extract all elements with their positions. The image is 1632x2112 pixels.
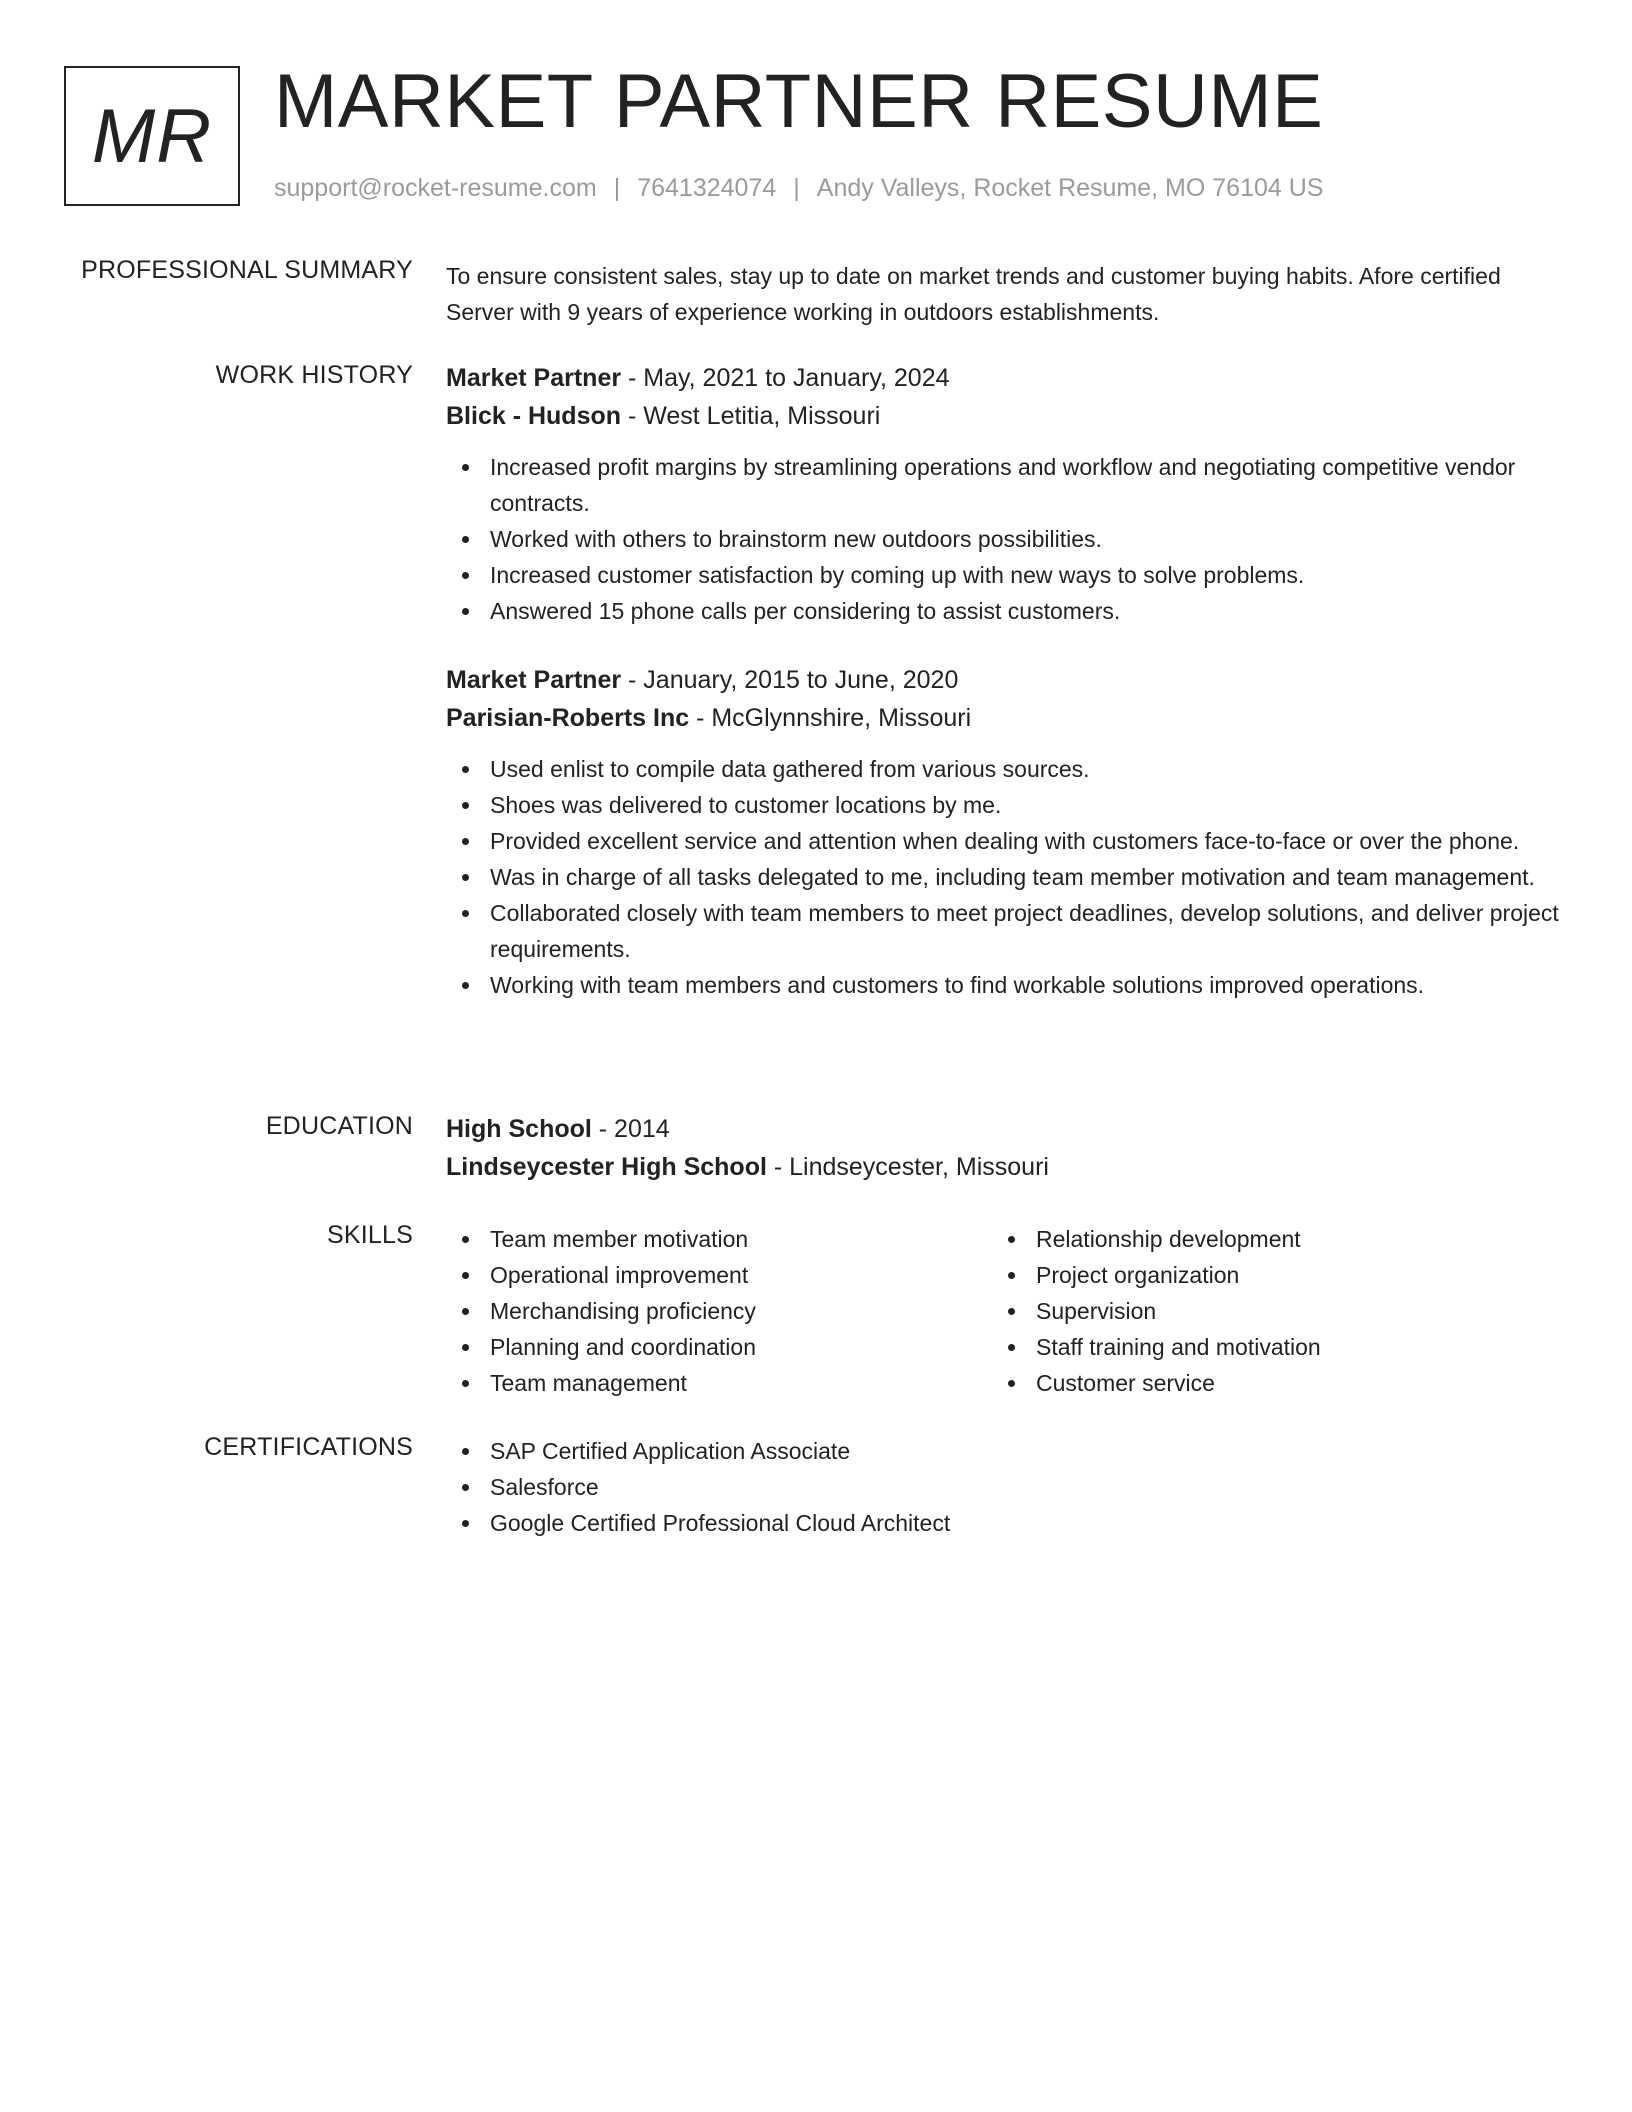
graduation-year: - 2014 [591, 1115, 670, 1143]
section-label: WORK HISTORY [215, 361, 413, 389]
contact-address: Andy Valleys, Rocket Resume, MO 76104 US [816, 174, 1324, 202]
list-item: Team management [446, 1365, 992, 1401]
job-entry [446, 661, 1566, 1003]
list-item: Supervision [992, 1293, 1538, 1329]
list-item: Staff training and motivation [992, 1329, 1538, 1365]
list-item: Answered 15 phone calls per considering to assist customers. [446, 593, 1566, 629]
list-item: Worked with others to brainstorm new outdoors possibilities. [446, 521, 1566, 557]
school-location: - Lindseycester, Missouri [766, 1153, 1049, 1181]
list-item: Increased profit margins by streamlining operations and workflow and negotiating competitive vendor contracts. [446, 449, 1566, 521]
job-company-line [446, 699, 1566, 737]
section-label: CERTIFICATIONS [204, 1433, 413, 1461]
resume-title: MARKET PARTNER RESUME [274, 59, 1324, 144]
list-item: Was in charge of all tasks delegated to me, including team member motivation and team management. [446, 859, 1566, 895]
list-item: Provided excellent service and attention when dealing with customers face-to-face or over the phone. [446, 823, 1566, 859]
list-item: Merchandising proficiency [446, 1293, 992, 1329]
degree: High School [446, 1115, 592, 1143]
certifications-list [446, 1433, 1566, 1541]
list-item: Increased customer satisfaction by coming up with new ways to solve problems. [446, 557, 1566, 593]
job-company: Parisian-Roberts Inc [446, 704, 690, 732]
skills-columns [446, 1221, 1566, 1401]
monogram-badge: MR [64, 66, 240, 206]
school-line [446, 1148, 1566, 1186]
skills-list-right [992, 1221, 1538, 1401]
summary-text: To ensure consistent sales, stay up to date on market trends and customer buying habits. Afore certified Server with 9 years of experience working in outdoors establishments. [446, 263, 1501, 325]
job-entry [446, 359, 1566, 629]
list-item: Relationship development [992, 1221, 1538, 1257]
section-label: SKILLS [327, 1221, 413, 1249]
job-dates: - May, 2021 to January, 2024 [621, 364, 950, 392]
job-title: Market Partner [446, 364, 622, 392]
contact-separator: | [613, 174, 621, 202]
job-bullets [446, 449, 1566, 629]
list-item: Google Certified Professional Cloud Architect [446, 1505, 1566, 1541]
job-title: Market Partner [446, 666, 622, 694]
job-title-line [446, 661, 1566, 699]
list-item: Shoes was delivered to customer locations by me. [446, 787, 1566, 823]
list-item: Working with team members and customers to find workable solutions improved operations. [446, 967, 1566, 1003]
list-item: Customer service [992, 1365, 1538, 1401]
school-name: Lindseycester High School [446, 1153, 767, 1181]
list-item: Team member motivation [446, 1221, 992, 1257]
contact-email: support@rocket-resume.com [274, 174, 597, 202]
list-item: Project organization [992, 1257, 1538, 1293]
list-item: Salesforce [446, 1469, 1566, 1505]
certifications-entry [446, 1433, 1566, 1541]
job-bullets [446, 751, 1566, 1003]
degree-line [446, 1110, 1566, 1148]
job-company: Blick - Hudson [446, 402, 622, 430]
job-location: - West Letitia, Missouri [621, 402, 881, 430]
job-dates: - January, 2015 to June, 2020 [621, 666, 959, 694]
list-item: Collaborated closely with team members to meet project deadlines, develop solutions, and deliver project requirements. [446, 895, 1566, 967]
contact-line [274, 174, 1323, 203]
section-label: EDUCATION [265, 1112, 413, 1140]
contact-phone: 7641324074 [637, 174, 777, 202]
skills-list-left [446, 1221, 992, 1401]
list-item: Planning and coordination [446, 1329, 992, 1365]
job-company-line [446, 397, 1566, 435]
section-label: PROFESSIONAL SUMMARY [81, 256, 413, 284]
list-item: Operational improvement [446, 1257, 992, 1293]
list-item: SAP Certified Application Associate [446, 1433, 1566, 1469]
education-entry [446, 1110, 1566, 1186]
list-item: Used enlist to compile data gathered from various sources. [446, 751, 1566, 787]
resume-header [64, 59, 1568, 216]
job-title-line [446, 359, 1566, 397]
contact-separator: | [793, 174, 800, 202]
job-location: - McGlynnshire, Missouri [689, 704, 972, 732]
